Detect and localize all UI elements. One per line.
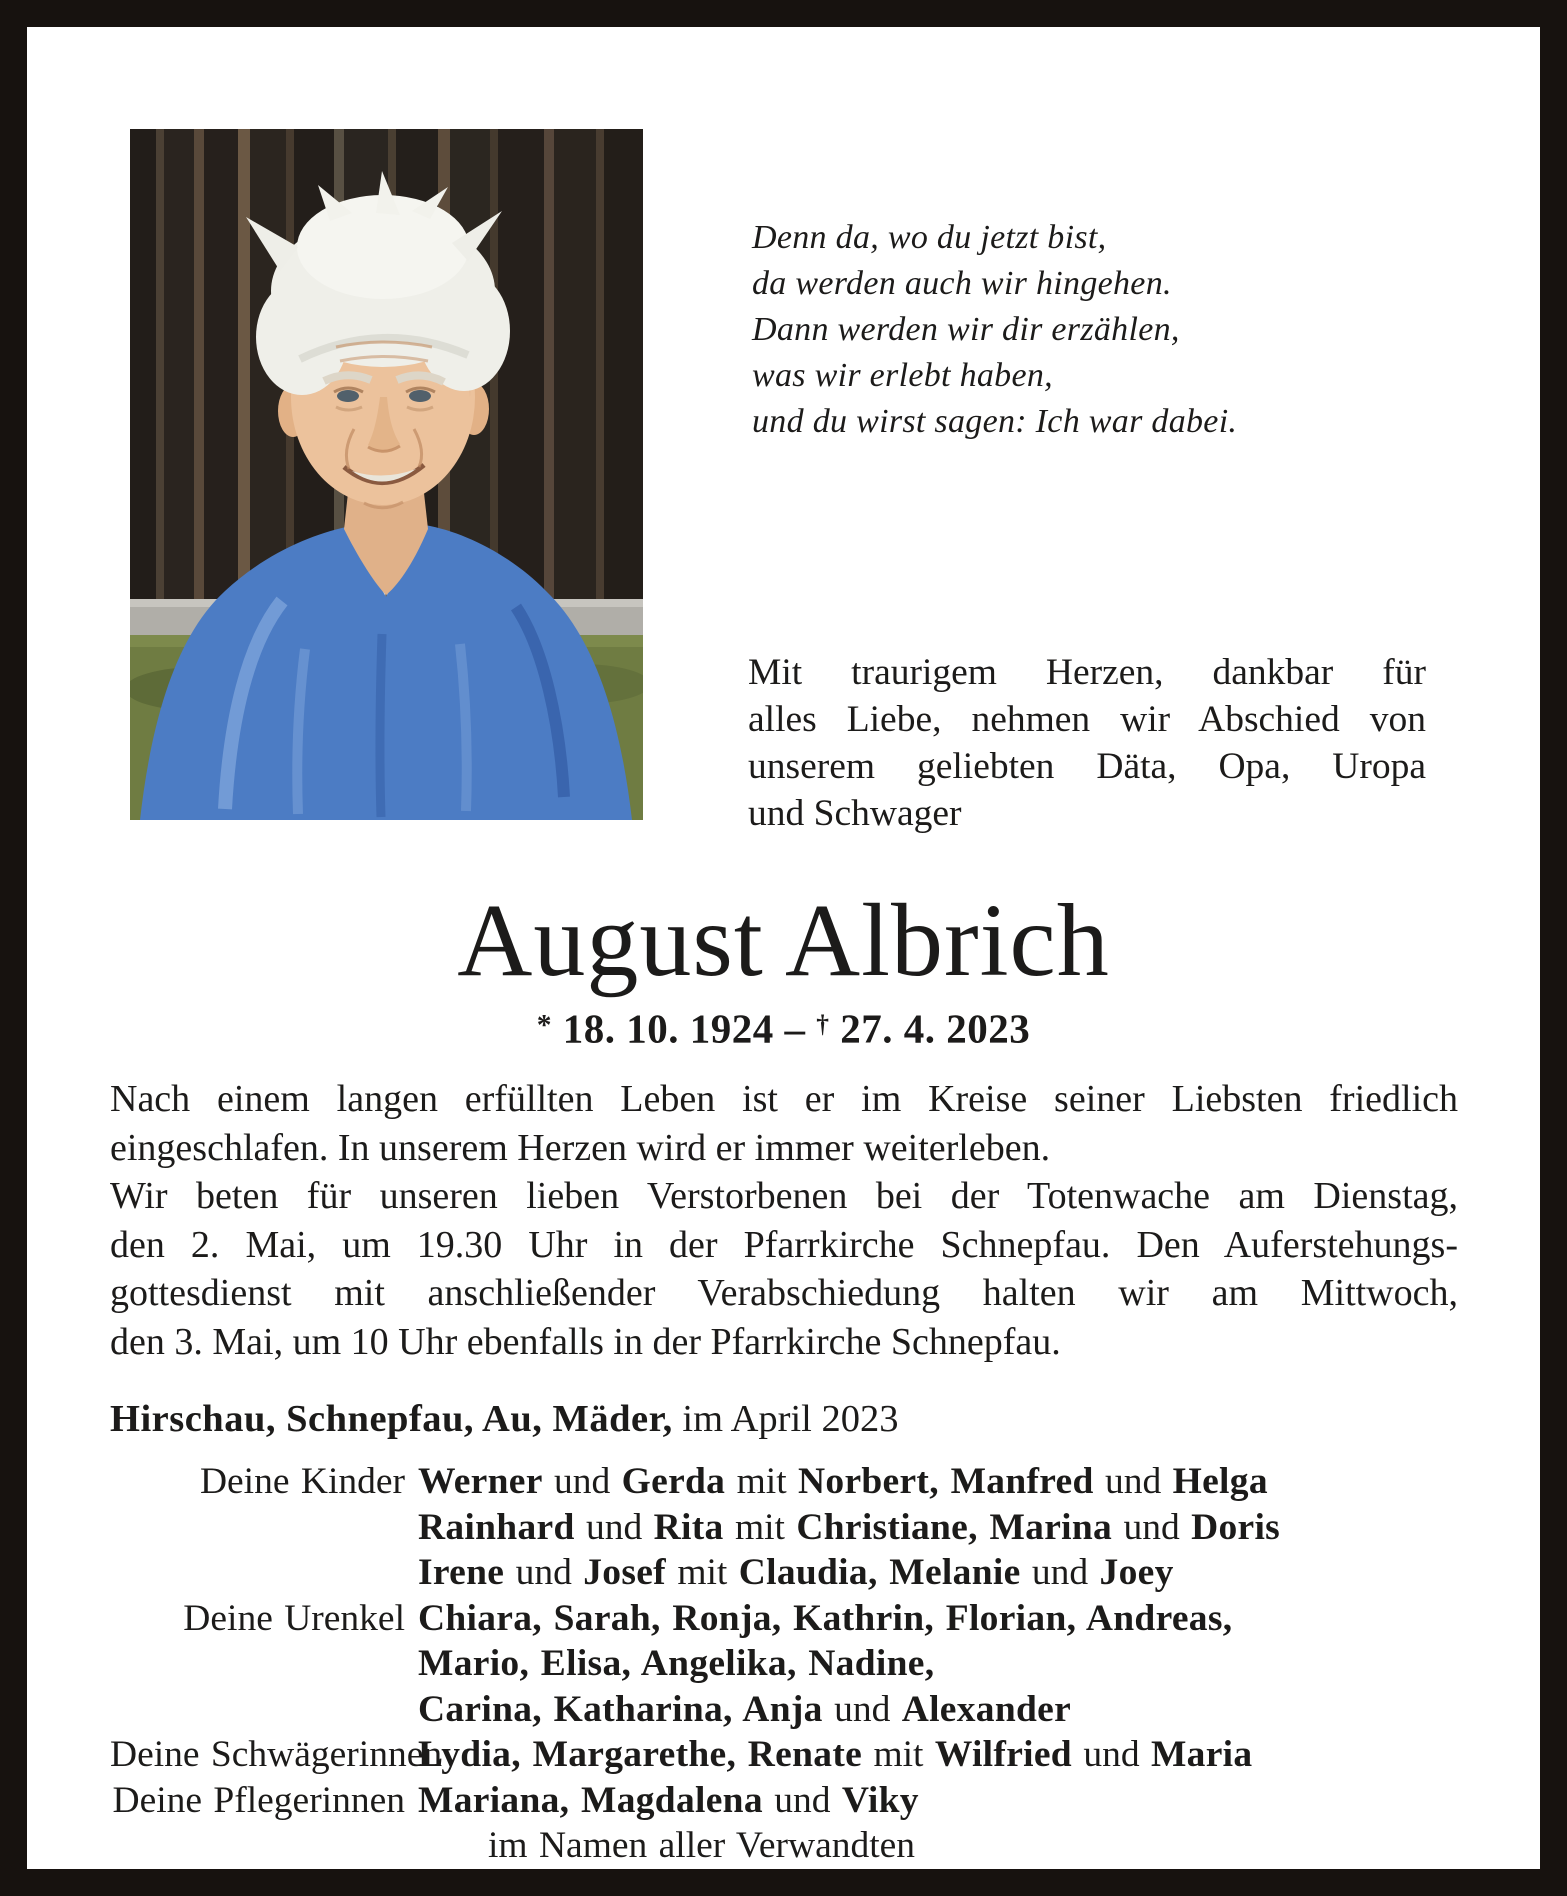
family-name: Helga [1172,1461,1268,1502]
family-relation-label [110,1641,405,1687]
family-connector: und [1071,1734,1151,1775]
family-name: Claudia, Melanie [738,1552,1021,1593]
intro-line: und Schwager [748,793,962,834]
family-line [110,1459,1476,1505]
family-connector: und [574,1506,654,1548]
family-name: Alexander [901,1688,1072,1730]
family-connector: und [1093,1461,1173,1502]
family-name: Wilfried [934,1734,1072,1775]
family-name: Joey [1099,1552,1174,1593]
family-connector: und [1020,1552,1100,1593]
family-connector: mit [725,1461,799,1502]
family-listing [110,1459,1476,1869]
announcement-line: den 3. Mai, um 10 Uhr ebenfalls in der Pfarrkirche Schnepfau. [110,1320,1061,1363]
portrait-photo [130,129,643,820]
family-connector: und [762,1779,842,1821]
intro-line: Mit traurigem Herzen, dankbar für [748,652,1426,693]
family-names [405,1732,1476,1778]
announcement-paragraph [110,1075,1458,1172]
family-line [110,1778,1476,1824]
announcement-line: den 2. Mai, um 19.30 Uhr in der Pfarrkirche Schnepfau. Den Auferstehungs- [110,1223,1458,1266]
family-relation-label [110,1687,405,1733]
family-line [110,1596,1476,1642]
poem-line: was wir erlebt haben, [752,357,1053,394]
deceased-name: August Albrich [457,883,1110,998]
family-line [110,1550,1476,1596]
family-names [405,1505,1476,1551]
family-relation-label [110,1505,405,1551]
family-name: Lydia, Margarethe, Renate [418,1734,863,1775]
family-name: Carina, Katharina, Anja [418,1688,823,1730]
poem-line: Dann werden wir dir erzählen, [752,311,1180,348]
family-connector: und [1112,1506,1192,1548]
family-connector: mit [862,1734,935,1775]
family-name: Maria [1150,1734,1253,1775]
family-connector: mit [665,1552,739,1593]
family-relation-label: Deine Kinder [199,1461,405,1502]
family-name: Rainhard [418,1506,575,1548]
family-line [110,1641,1476,1687]
poem-line: und du wirst sagen: Ich war dabei. [752,403,1238,440]
family-names [405,1778,1476,1824]
announcement-line: Wir beten für unseren lieben Verstorbenen bei der Totenwache am Dienstag, [110,1175,1458,1217]
places: Hirschau, Schnepfau, Au, Mäder, [110,1398,673,1440]
family-name: Chiara, Sarah, Ronja, Kathrin, Florian, Andreas, [418,1597,1233,1639]
family-names [405,1687,1476,1733]
poem-line: da werden auch wir hingehen. [752,265,1172,302]
family-connector: und [822,1688,902,1730]
intro-line: alles Liebe, nehmen wir Abschied von [748,699,1426,740]
family-name: Christiane, Marina [796,1506,1113,1548]
death-symbol: † [816,1010,830,1038]
family-relation-label: Deine Schwägerinnen [110,1734,443,1775]
family-names [405,1550,1476,1596]
family-lines [110,1459,1476,1823]
closing-line: im Namen aller Verwandten [488,1825,916,1866]
announcement-line: gottesdienst mit anschließender Verabschiedung halten wir am Mittwoch, [110,1272,1458,1314]
announcement-paragraph [110,1172,1458,1366]
family-name: Viky [841,1779,919,1821]
family-relation-label: Deine Urenkel [183,1597,405,1639]
family-name: Werner [418,1461,543,1502]
intro-line: unserem geliebten Däta, Opa, Uropa [748,746,1426,787]
announcement-line: eingeschlafen. In unserem Herzen wird er immer weiterleben. [110,1126,1051,1169]
birth-date: 18. 10. 1924 [562,1005,774,1052]
life-dates [27,999,1540,1054]
family-name: Doris [1191,1506,1281,1548]
family-names [405,1596,1476,1642]
family-connector: und [542,1461,622,1502]
family-relation-label [110,1550,405,1596]
month-year: im April 2023 [682,1398,899,1440]
farewell-intro [748,649,1426,837]
family-name: Josef [583,1552,666,1593]
place-date-line [110,1395,898,1443]
family-name: Mariana, Magdalena [418,1779,763,1821]
family-names [405,1641,1476,1687]
family-names [405,1459,1476,1505]
family-line [110,1732,1476,1778]
portrait-photo-illustration [130,129,643,820]
announcement-text [110,1075,1458,1366]
family-name: Rita [653,1506,724,1548]
poem-line: Denn da, wo du jetzt bist, [752,219,1107,256]
family-connector: mit [723,1506,797,1548]
family-name: Norbert, Manfred [798,1461,1094,1502]
memorial-poem [752,215,1237,445]
family-name: Mario, Elisa, Angelika, Nadine, [418,1643,935,1684]
family-line [110,1505,1476,1551]
family-relation-label: Deine Pflegerinnen [112,1779,405,1821]
birth-symbol: * [536,1009,553,1042]
family-name: Gerda [621,1461,726,1502]
family-line [110,1687,1476,1733]
family-name: Irene [418,1552,505,1593]
family-connector: und [504,1552,584,1593]
dates-separator: – [784,1005,806,1052]
death-date: 27. 4. 2023 [840,1005,1031,1052]
announcement-line: Nach einem langen erfüllten Leben ist er im Kreise seiner Liebsten friedlich [110,1078,1458,1120]
